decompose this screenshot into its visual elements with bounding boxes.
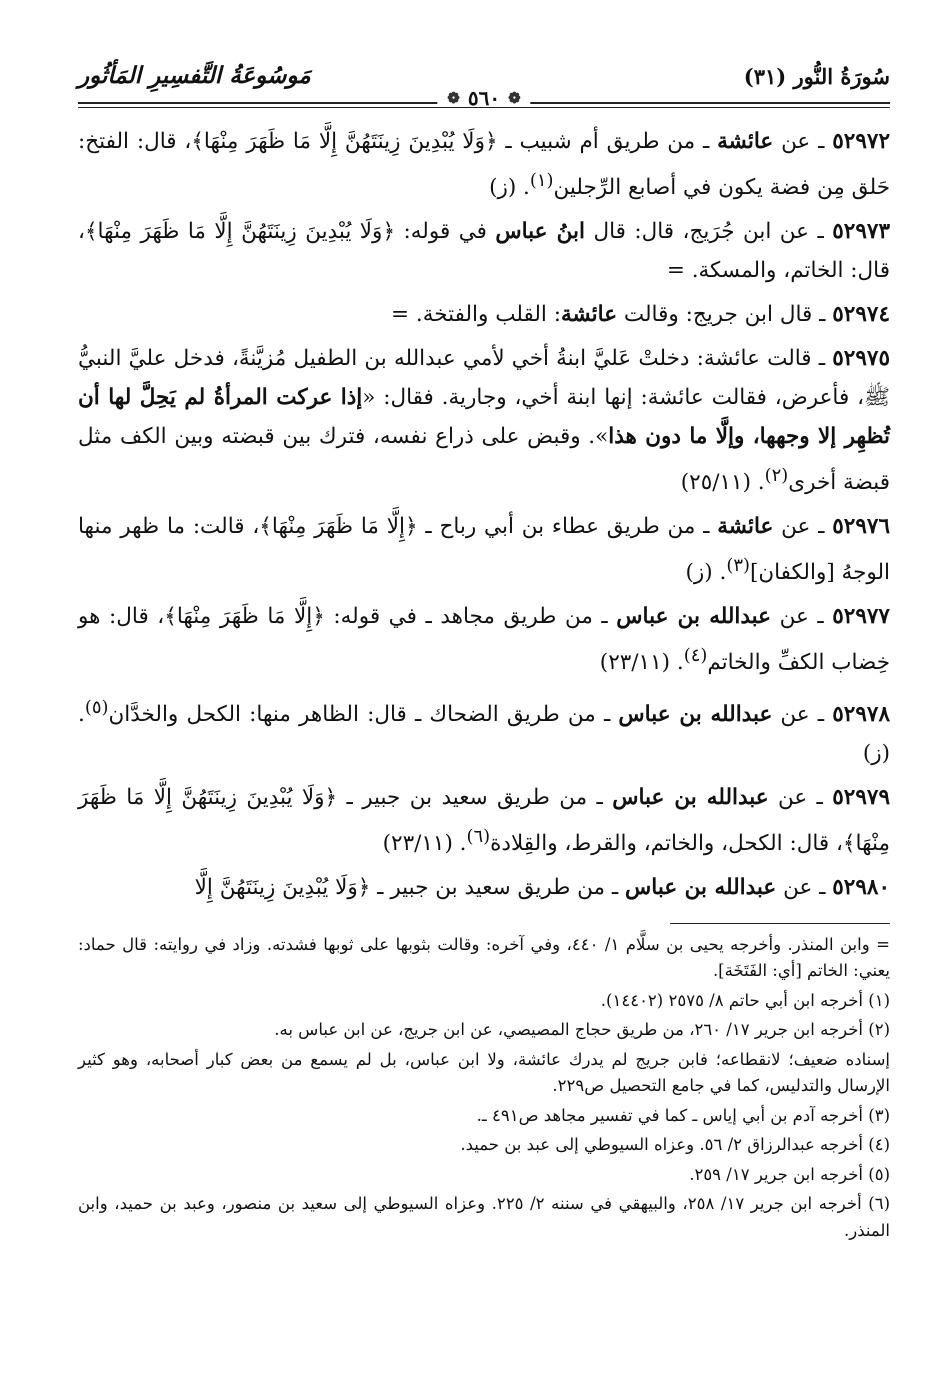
entry	[78, 868, 890, 907]
entry-number: ٥٢٩٧٧	[832, 604, 890, 630]
entry-text: ـ عن ابن جُرَيج، قال: قال	[584, 219, 833, 245]
entry	[78, 597, 890, 682]
entry-text: ـ من طريق الضحاك ـ قال: الظاهر منها: الكحل والخدَّان	[108, 701, 619, 727]
entry	[78, 122, 890, 207]
entry-number: ٥٢٩٧٦	[832, 514, 890, 540]
entry-text: . (ز)	[685, 560, 727, 586]
narrator-name: عبدالله بن عباس	[612, 784, 769, 810]
entry-text: . (٢٥/١١)	[680, 470, 765, 496]
entry-text: : القلب والفتخة. =	[391, 302, 561, 328]
entry-number: ٥٢٩٧٤	[832, 302, 890, 328]
entry-number: ٥٢٩٧٨	[832, 701, 890, 727]
entry-number: ٥٢٩٧٢	[832, 129, 890, 154]
footnote-ref[interactable]: (٥)	[84, 696, 109, 718]
entry-text: ـ عن	[773, 514, 833, 540]
entry-text: ـ من طريق عطاء بن أبي رباح ـ ﴿إِلَّا مَا ظَهَرَ مِنْهَا﴾، قالت: ما ظهر منها الوجهُ [والكفان]	[78, 514, 890, 586]
entry	[78, 212, 890, 290]
entry-text: في قوله: ﴿وَلَا يُبْدِينَ زِينَتَهُنَّ إِلَّا مَا ظَهَرَ مِنْهَا﴾، قال: الخاتم، والمسكة. =	[78, 219, 890, 284]
entry-text: ـ من طريق سعيد بن جبير ـ ﴿وَلَا يُبْدِينَ زِينَتَهُنَّ إِلَّا مَا ظَهَرَ مِنْهَا﴾، قال: الكحل، والخاتم، والقرط، والقِلادة	[78, 784, 890, 856]
entry-text: ـ عن	[776, 874, 833, 900]
entry-text: ـ عن	[772, 701, 833, 727]
footnote: (٦) أخرجه ابن جرير ١٧/ ٢٥٨، والبيهقي في سننه ٢/ ٢٢٥. وعزاه السيوطي إلى سعيد بن منصور، وعبد بن حميد، وابن المنذر.	[78, 1194, 890, 1240]
header-book-title: مَوسُوعَةُ التَّفسِيرِ المَأثُور	[78, 62, 311, 89]
header-page-number-block	[437, 86, 530, 110]
footnote-ref[interactable]: (٦)	[466, 825, 491, 847]
footnote: (١) أخرجه ابن أبي حاتم ٨/ ٢٥٧٥ (١٤٤٠٢).	[600, 990, 890, 1010]
page-number: ٥٦٠	[467, 86, 501, 110]
footnote: = وابن المنذر. وأخرجه يحيى بن سلَّام ١/ ٤٤٠، وفي آخره: وقالت بثوبها على ثوبها فشدته. وزاد في روايته: قال حماد: يعني: الخاتم [أي: الفَتَخَة].	[78, 934, 890, 981]
running-header	[78, 56, 890, 110]
entry	[78, 688, 890, 773]
footnote: (٥) أخرجه ابن جرير ١٧/ ٢٥٩.	[689, 1164, 890, 1184]
entry-number: ٥٢٩٧٣	[832, 219, 890, 245]
entry-number: ٥٢٩٧٥	[832, 346, 890, 372]
footnotes	[78, 932, 890, 1245]
entry-text: ـ من طريق مجاهد ـ في قوله: ﴿إِلَّا مَا ظَهَرَ مِنْهَا﴾، قال: هو خِضاب الكفِّ والخاتم	[78, 604, 890, 676]
narrator-name: عائشة	[717, 129, 774, 154]
page	[78, 56, 890, 1385]
entry	[78, 507, 890, 592]
footnote-divider	[670, 923, 890, 924]
entry-text: ـ قالت عائشة: دخلتْ عَليَّ ابنةُ أخي لأمي عبدالله بن الطفيل مُزيَّنةً، فدخل عليَّ النبيُّ ﷺ، فأعرض، فقالت عائشة: إنها ابنة أخي، وجارية. فقال: «	[78, 346, 890, 411]
entry-text: ـ عن	[773, 129, 833, 154]
entry-text: ـ من طريق سعيد بن جبير ـ ﴿وَلَا يُبْدِينَ زِينَتَهُنَّ إِلَّا	[194, 874, 626, 900]
narrator-name: عبدالله بن عباس	[625, 874, 777, 900]
narrator-name: عبدالله بن عباس	[616, 604, 771, 630]
footnote-ref[interactable]: (١)	[529, 170, 554, 191]
entry-text: . (٢٣/١١)	[599, 650, 684, 676]
entry	[78, 778, 890, 863]
entry-text: . (ز)	[78, 701, 890, 766]
entry	[78, 295, 890, 334]
entry-text: . (٢٣/١١)	[382, 830, 467, 856]
header-surah-title: سُورَةُ النُّور (٣١)	[743, 64, 890, 89]
hadith-text: إذا عركت المرأةُ لم يَحِلَّ لها أن تُظهِر إلا وجهها، وإلَّا ما دون هذا	[78, 385, 890, 450]
footnote-ref[interactable]: (٢)	[764, 465, 789, 487]
narrator-name: عائشة	[717, 514, 774, 540]
ornament-icon: ❁	[508, 89, 521, 107]
entry-text: ـ من طريق أم شبيب ـ ﴿وَلَا يُبْدِينَ زِينَتَهُنَّ إِلَّا مَا ظَهَرَ مِنْهَا﴾، قال: الفتخ: حَلق مِن فضة يكون في أصابع الرِّجلين	[78, 129, 890, 201]
ornament-icon: ❁	[447, 89, 460, 107]
entry-number: ٥٢٩٧٩	[832, 784, 890, 810]
footnote-ref[interactable]: (٣)	[726, 555, 750, 577]
entry-text: ـ عن	[768, 784, 833, 810]
entry	[78, 339, 890, 502]
footnote: (٣) أخرجه آدم بن أبي إياس ـ كما في تفسير مجاهد ص٤٩١ ـ.	[476, 1105, 890, 1125]
entry-text: ـ عن	[771, 604, 833, 630]
footnote-ref[interactable]: (٤)	[683, 645, 708, 667]
entry-text: ـ قال ابن جريج: وقالت	[617, 302, 833, 328]
footnote: (٤) أخرجه عبدالرزاق ٢/ ٥٦. وعزاه السيوطي إلى عبد بن حميد.	[460, 1135, 890, 1155]
entry-number: ٥٢٩٨٠	[832, 874, 890, 900]
narrator-name: عائشة	[560, 302, 618, 328]
entry-text: . (ز)	[489, 175, 530, 201]
footnote: (٢) أخرجه ابن جرير ١٧/ ٢٦٠، من طريق حجاج المصيصي، عن ابن جريج، عن ابن عباس به.	[274, 1020, 890, 1040]
entry-text: ». وقبض على ذراع نفسه، فترك بين قبضته وبين الكف مثل قبضة أخرى	[78, 424, 890, 496]
narrator-name: ابنُ عباس	[495, 219, 585, 245]
narrator-name: عبدالله بن عباس	[618, 701, 773, 727]
main-text	[78, 122, 890, 907]
footnote: إسناده ضعيف؛ لانقطاعه؛ فابن جريج لم يدرك عائشة، ولا ابن عباس، بل لم يسمع من بعض كبار أصحابه، وهو كثير الإرسال والتدليس، كما في جامع التحصيل ص٢٢٩.	[78, 1049, 890, 1096]
